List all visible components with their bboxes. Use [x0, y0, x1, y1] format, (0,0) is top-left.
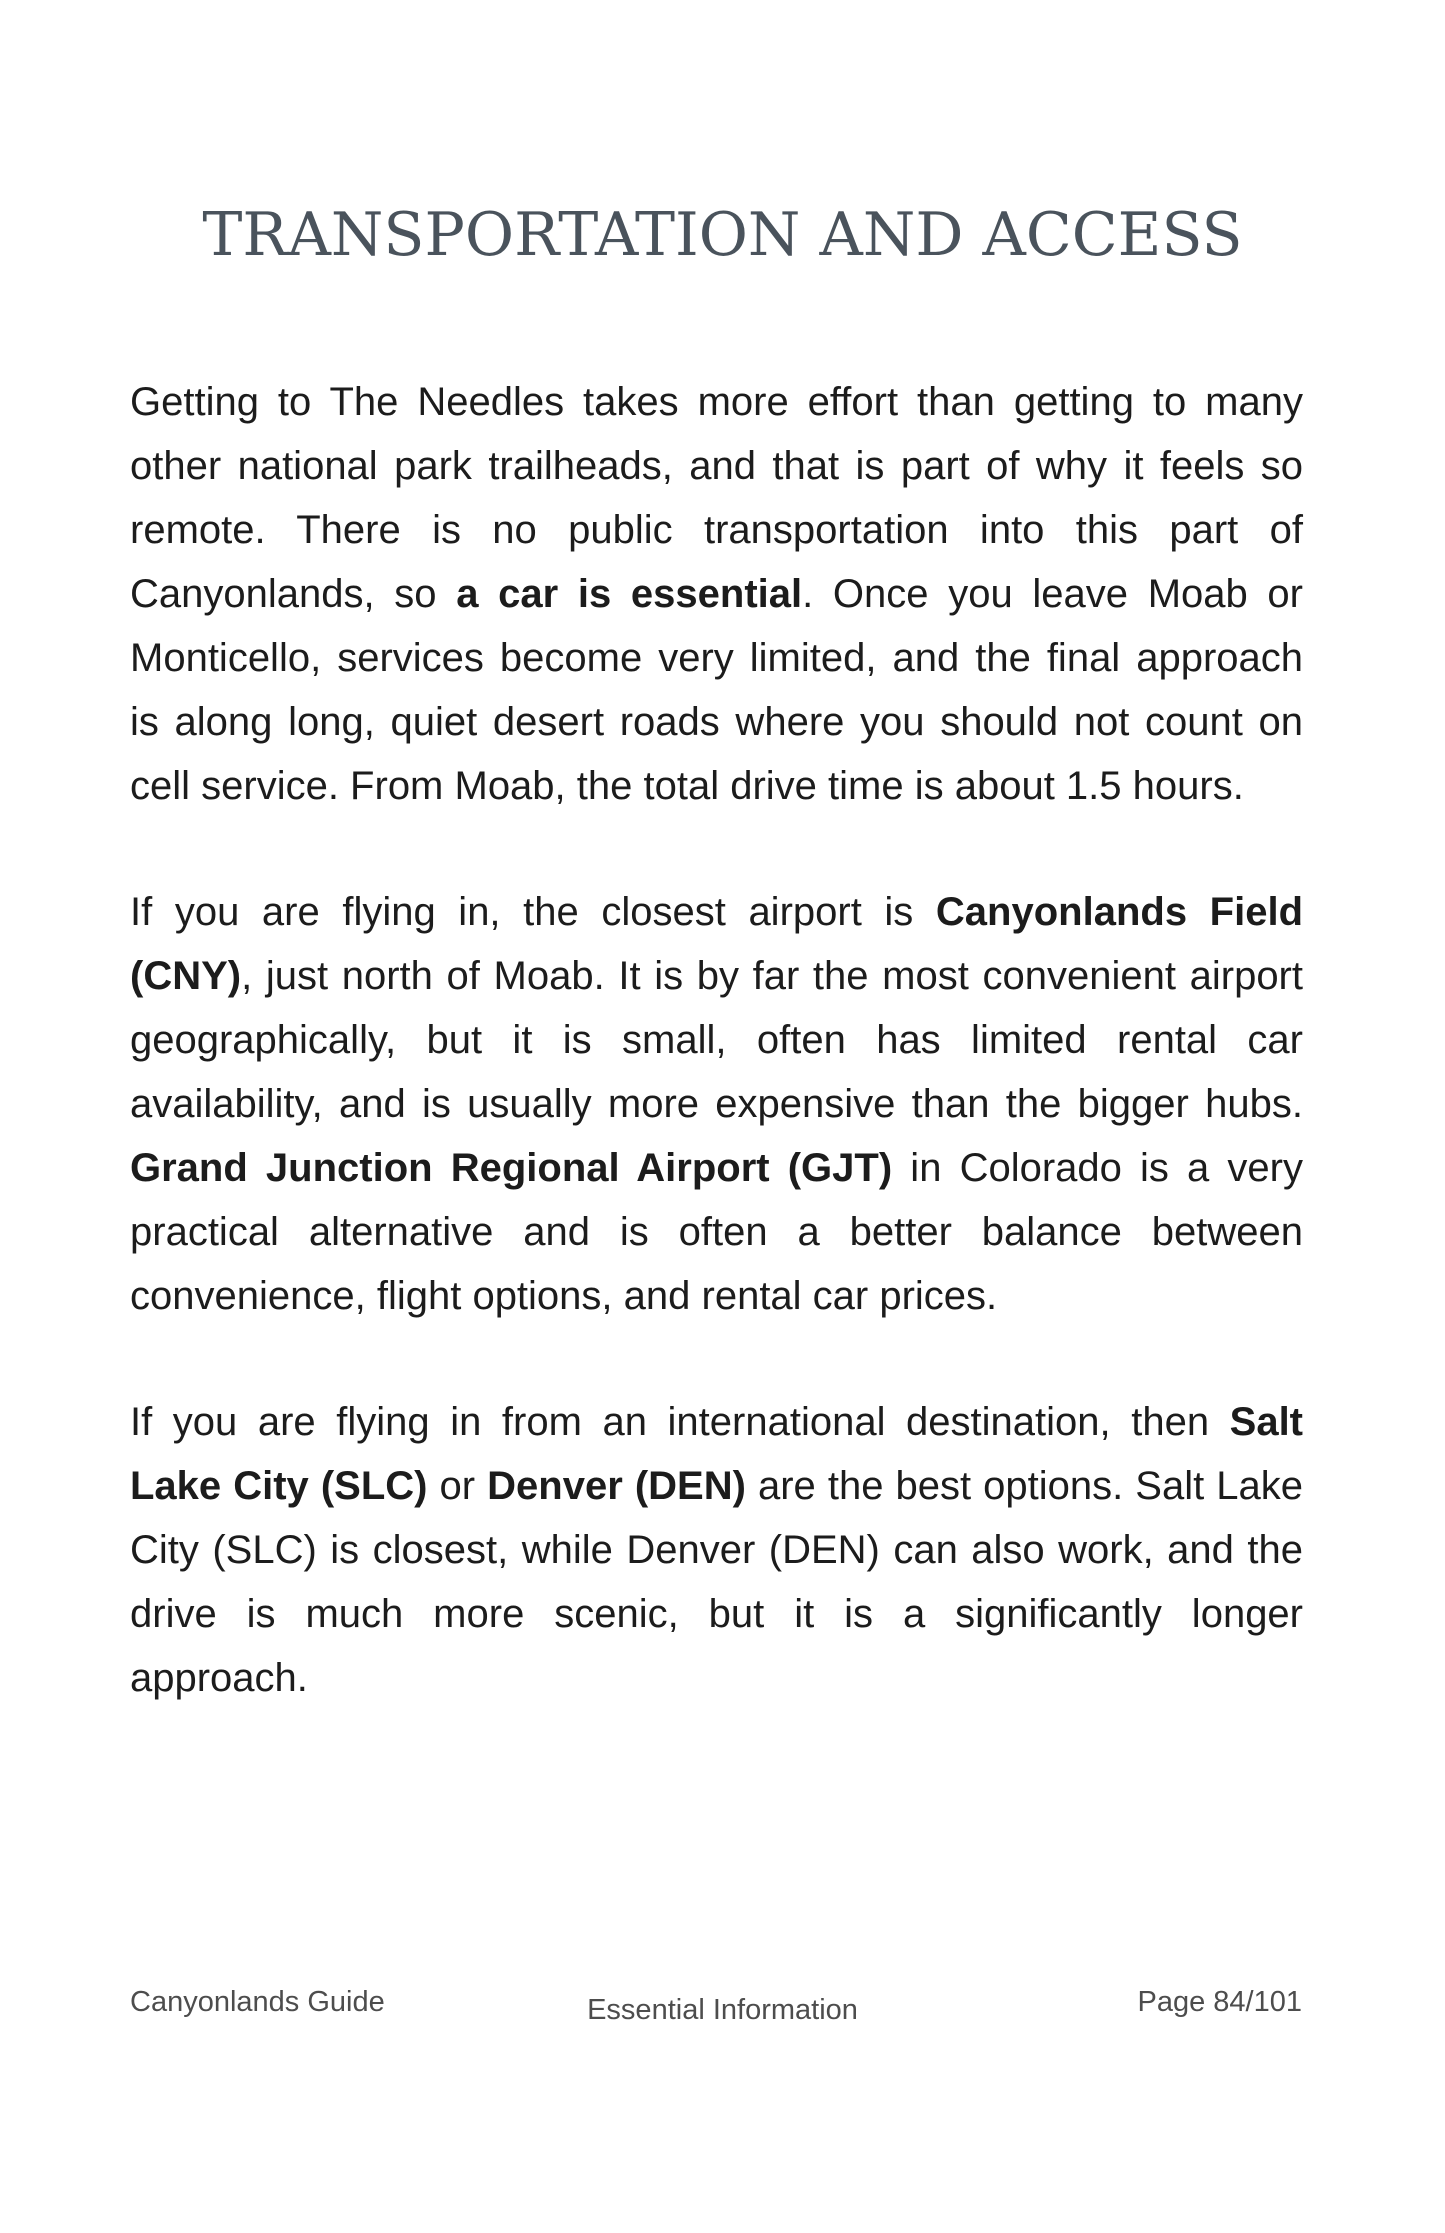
text-run: If you are flying in from an international destination, then: [130, 1400, 1230, 1444]
paragraph-flying-domestic: [130, 880, 1303, 1328]
bold-text-run: a car is essential: [456, 572, 803, 616]
text-run: in Colorado is a very practical alternative and is often a better balance between convenience, flight options, and rental car prices.: [130, 1146, 1303, 1318]
text-run: Getting to The Needles takes more effort than getting to many other national park trailheads, and that is part of why it feels so remote. There is no public transportation into this part of Canyonlands, so: [130, 380, 1303, 616]
bold-text-run: Denver (DEN): [487, 1464, 746, 1508]
footer-section-name: Essential Information: [587, 1994, 858, 2026]
text-run: or: [427, 1464, 488, 1508]
text-run: If you are flying in, the closest airport is: [130, 890, 936, 934]
bold-text-run: Salt Lake City (SLC): [130, 1400, 1303, 1508]
footer-guide-name: Canyonlands Guide: [130, 1986, 385, 2018]
paragraph-flying-international: [130, 1390, 1303, 1710]
paragraph-driving: [130, 370, 1303, 818]
text-run: . Once you leave Moab or Monticello, services become very limited, and the final approach is along long, quiet desert roads where you should not count on cell service. From Moab, the total drive time is about 1.5 hours.: [130, 572, 1303, 808]
bold-text-run: Grand Junction Regional Airport (GJT): [130, 1146, 893, 1190]
text-run: are the best options. Salt Lake City (SLC) is closest, while Denver (DEN) can also work, and the drive is much more scenic, but it is a significantly longer approach.: [130, 1464, 1304, 1700]
footer-page-number: Page 84/101: [1137, 1986, 1302, 2018]
text-run: , just north of Moab. It is by far the most convenient airport geographically, but it is small, often has limited rental car availability, and is usually more expensive than the bigger hubs.: [130, 954, 1303, 1126]
bold-text-run: Canyonlands Field (CNY): [130, 890, 1303, 998]
body-text: [130, 370, 1303, 1772]
page-title: TRANSPORTATION AND ACCESS: [202, 200, 1243, 270]
